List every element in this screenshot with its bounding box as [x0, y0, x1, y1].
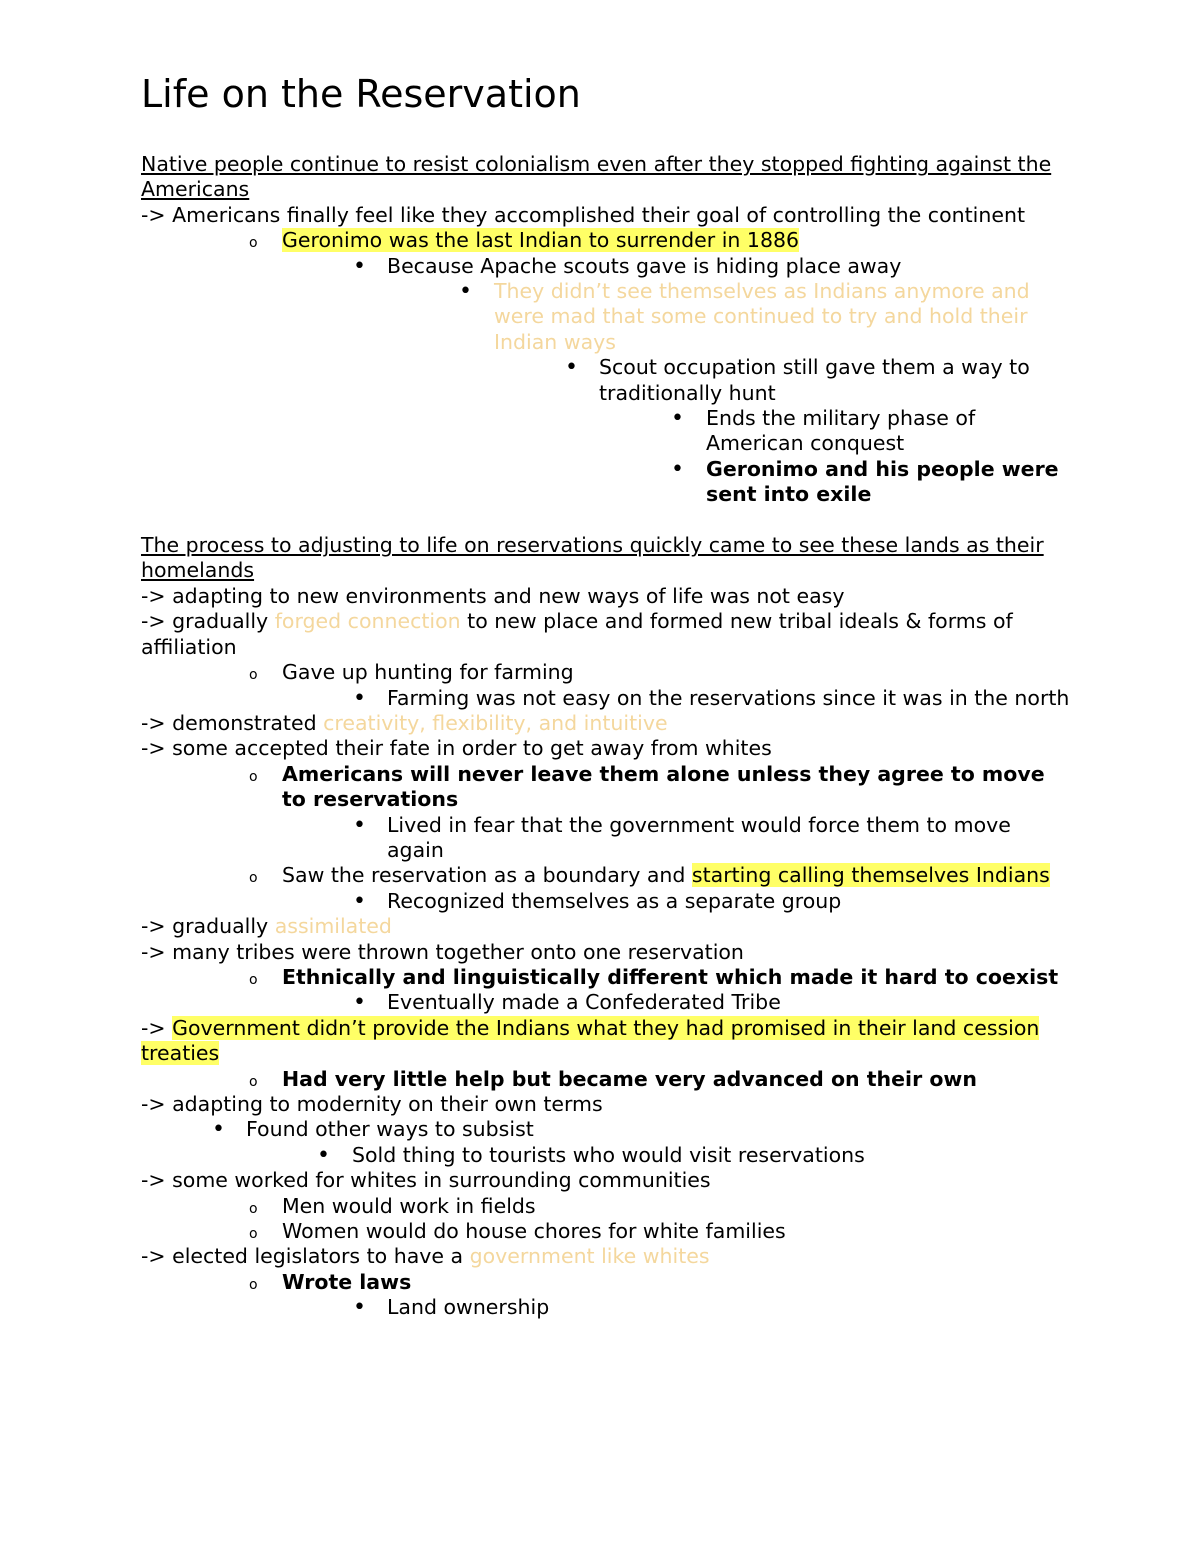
bullet-icon: •	[565, 355, 578, 381]
arrow-note: -> some accepted their fate in order to get away from whites	[141, 736, 772, 761]
list-item-text: Ends the military phase of American conquest	[706, 406, 976, 456]
circle-bullet-icon: o	[249, 1200, 258, 1217]
list-item-text: Land ownership	[387, 1295, 550, 1320]
text-span: -> demonstrated	[141, 710, 324, 735]
bold-text: Ethnically and linguistically different which made it hard to coexist	[282, 964, 1059, 989]
bullet-icon: •	[353, 990, 366, 1016]
list-item-text: Women would do house chores for white families	[282, 1219, 786, 1244]
circle-bullet-icon: o	[249, 1073, 258, 1090]
list-item	[141, 1067, 1071, 1092]
list-item	[141, 279, 1071, 355]
list-item	[141, 1295, 1071, 1320]
faded-text: government like whites	[469, 1244, 710, 1269]
list-item-text: Men would work in fields	[282, 1193, 536, 1218]
list-item	[141, 1219, 1071, 1244]
list-item	[141, 254, 1071, 279]
arrow-note	[141, 711, 1071, 736]
circle-bullet-icon: o	[249, 971, 258, 988]
bullet-icon: •	[459, 279, 472, 305]
list-item	[141, 863, 1071, 888]
arrow-note	[141, 1016, 1071, 1067]
document-page	[141, 68, 1071, 1321]
circle-bullet-icon: o	[249, 870, 258, 887]
list-item	[141, 406, 1071, 457]
list-item	[141, 889, 1071, 914]
bold-text: Americans will never leave them alone unless they agree to move to reservations	[282, 761, 1045, 812]
list-item	[141, 457, 1071, 508]
bullet-icon: •	[212, 1117, 225, 1143]
list-item-text: Sold thing to tourists who would visit reservations	[352, 1142, 865, 1167]
circle-bullet-icon: o	[249, 235, 258, 252]
bullet-icon: •	[353, 253, 366, 279]
bullet-icon: •	[353, 888, 366, 914]
faded-text: forged connection	[274, 609, 461, 634]
list-item-text: Because Apache scouts gave is hiding place away	[387, 253, 902, 278]
arrow-note	[141, 1244, 1071, 1269]
arrow-note	[141, 609, 1071, 660]
bullet-icon: •	[353, 1295, 366, 1321]
text-span: -> elected legislators to have a	[141, 1244, 470, 1269]
text-span: -> gradually	[141, 609, 275, 634]
section-heading: The process to adjusting to life on reservations quickly came to see these lands as their homelands	[141, 533, 1044, 583]
spacer	[141, 508, 1071, 533]
highlighted-text: Government didn’t provide the Indians what they had promised in their land cession treaties	[141, 1015, 1040, 1066]
list-item	[141, 1117, 1071, 1142]
page-title: Life on the Reservation	[141, 72, 581, 116]
circle-bullet-icon: o	[249, 667, 258, 684]
text-span: Saw the reservation as a boundary and	[282, 863, 692, 888]
list-item	[141, 686, 1071, 711]
list-item	[141, 965, 1071, 990]
bullet-icon: •	[353, 685, 366, 711]
text-span: -> gradually	[141, 914, 275, 939]
list-item-text: Farming was not easy on the reservations since it was in the north	[387, 685, 1070, 710]
arrow-note: -> many tribes were thrown together onto one reservation	[141, 939, 744, 964]
list-item-text: Found other ways to subsist	[246, 1117, 534, 1142]
list-item-text: Lived in fear that the government would force them to move again	[387, 812, 1011, 862]
arrow-note: -> some worked for whites in surrounding communities	[141, 1168, 711, 1193]
list-item	[141, 762, 1071, 813]
circle-bullet-icon: o	[249, 1226, 258, 1243]
bullet-icon: •	[671, 406, 684, 432]
highlighted-text: Geronimo was the last Indian to surrender in 1886	[282, 228, 800, 253]
highlighted-text: starting calling themselves Indians	[691, 863, 1050, 888]
list-item-text: Scout occupation still gave them a way to traditionally hunt	[599, 355, 1030, 405]
list-item-text: Gave up hunting for farming	[282, 660, 574, 685]
faded-text: assimilated	[274, 914, 392, 939]
arrow-note: -> adapting to modernity on their own terms	[141, 1092, 603, 1117]
faded-text: They didn’t see themselves as Indians anymore and were mad that some continued to try and hold their Indian ways	[494, 279, 1030, 354]
bullet-icon: •	[671, 456, 684, 482]
bullet-icon: •	[353, 812, 366, 838]
faded-text: creativity, flexibility, and intuitive	[323, 710, 668, 735]
list-item-text: Recognized themselves as a separate group	[387, 888, 842, 913]
list-item	[141, 1194, 1071, 1219]
bullet-icon: •	[317, 1142, 330, 1168]
section-heading: Native people continue to resist colonialism even after they stopped fighting against the Americans	[141, 152, 1052, 202]
list-item	[141, 1270, 1071, 1295]
text-span: ->	[141, 1015, 173, 1040]
list-item	[141, 660, 1071, 685]
bold-text: Had very little help but became very advanced on their own	[282, 1066, 977, 1091]
arrow-note	[141, 914, 1071, 939]
list-item	[141, 355, 1071, 406]
bold-text: Geronimo and his people were sent into exile	[706, 456, 1059, 507]
circle-bullet-icon: o	[249, 1276, 258, 1293]
list-item	[141, 813, 1071, 864]
list-item	[141, 228, 1071, 253]
bold-text: Wrote laws	[282, 1269, 412, 1294]
arrow-note: -> adapting to new environments and new ways of life was not easy	[141, 583, 845, 608]
list-item-text: Eventually made a Confederated Tribe	[387, 990, 781, 1015]
arrow-note: -> Americans finally feel like they accomplished their goal of controlling the continent	[141, 202, 1025, 227]
circle-bullet-icon: o	[249, 768, 258, 785]
list-item	[141, 990, 1071, 1015]
list-item	[141, 1143, 1071, 1168]
text-span: to new place and formed new tribal ideals & forms of affiliation	[141, 609, 1013, 659]
